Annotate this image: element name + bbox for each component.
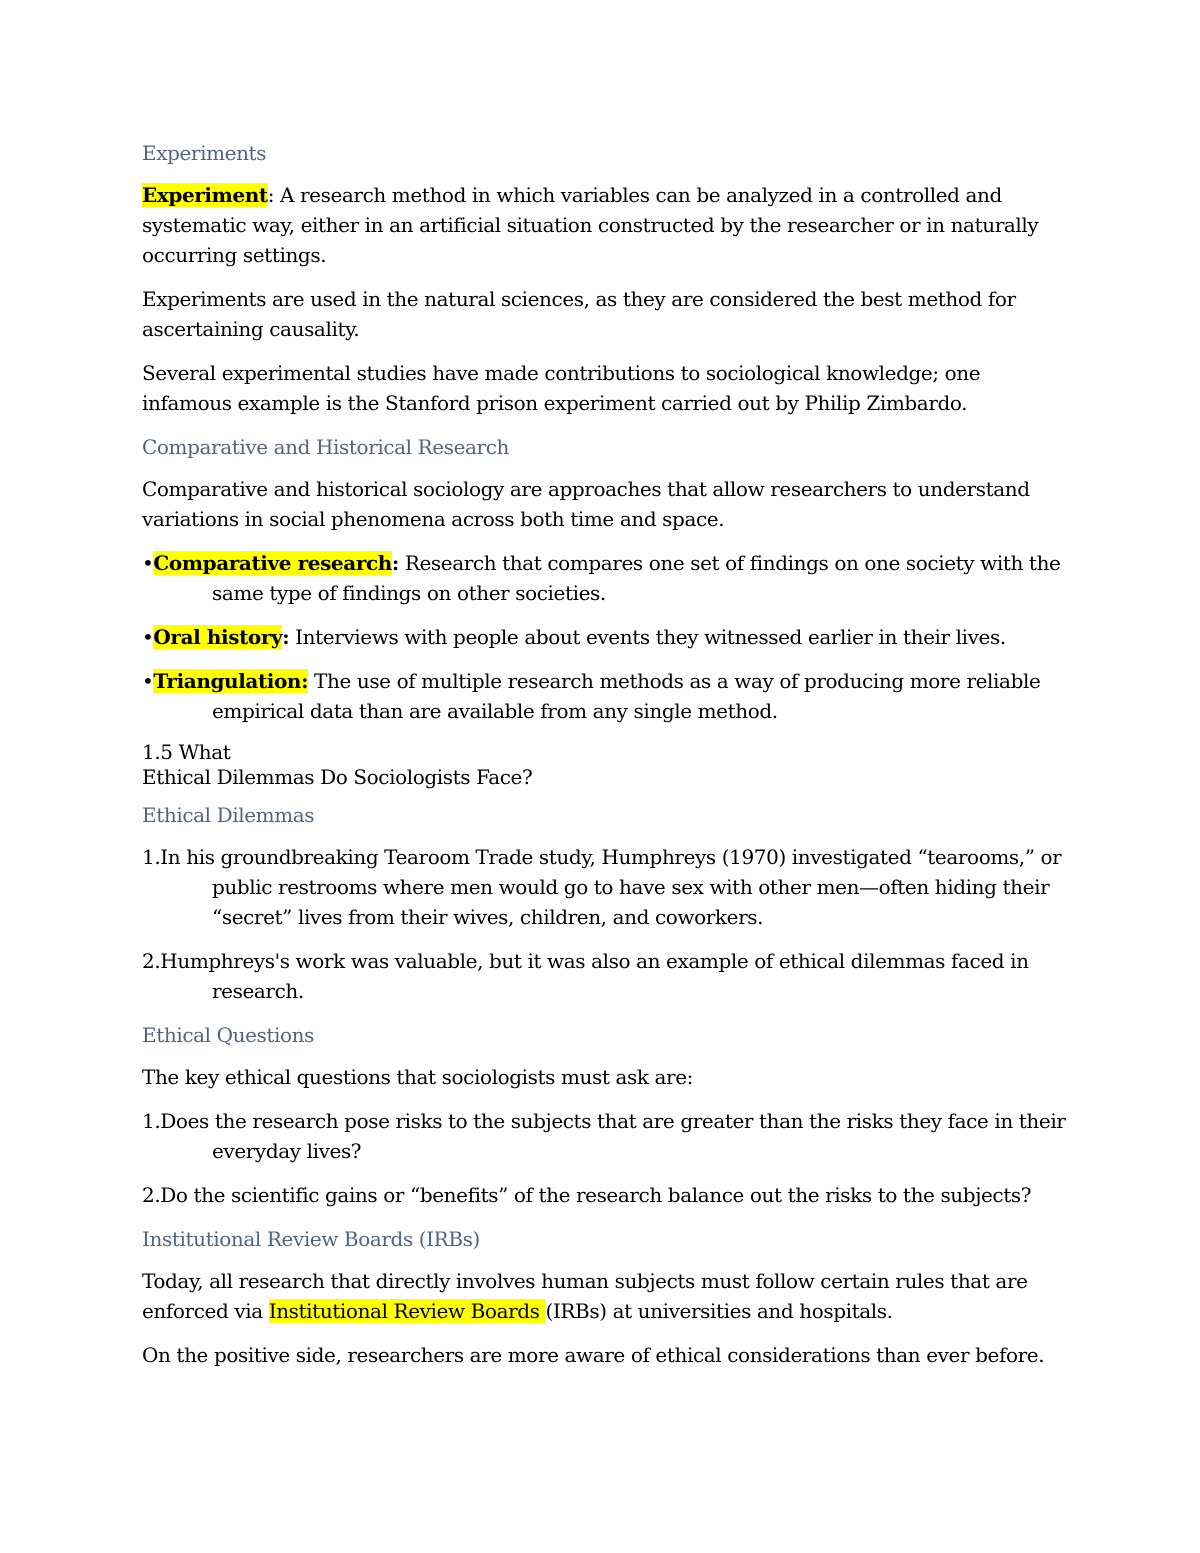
list-number: 1. <box>142 1109 161 1133</box>
term-experiment: Experiment <box>142 183 268 207</box>
document-page <box>142 138 1072 1384</box>
list-item-triangulation <box>142 666 1072 726</box>
bullet: • <box>142 625 154 649</box>
paragraph-questions-intro: The key ethical questions that sociologists must ask are: <box>142 1065 693 1089</box>
list-item-oral-history <box>142 622 1072 652</box>
list-item-question-2 <box>142 1180 1072 1210</box>
section-heading-ethical-questions: Ethical Questions <box>142 1023 314 1047</box>
highlight-irb: Institutional Review Boards <box>268 1299 546 1323</box>
list-item-question-1 <box>142 1106 1072 1166</box>
term-triangulation: Triangulation: <box>153 669 309 693</box>
irb-text-after: (IRBs) at universities and hospitals. <box>545 1299 893 1323</box>
list-item-text: Do the scientific gains or “benefits” of the research balance out the risks to the subjects? <box>160 1183 1032 1207</box>
definition-text: : A research method in which variables can be analyzed in a controlled and systematic way, either in an artificial situation constructed by the researcher or in naturally occurring settings. <box>142 183 1039 267</box>
paragraph-irb-positive: On the positive side, researchers are more aware of ethical considerations than ever before. <box>142 1343 1045 1367</box>
list-item-dilemma-1 <box>142 842 1072 932</box>
irb-text-before: Today, all research that directly involves human subjects must follow certain rules that are enforced via <box>142 1269 1028 1323</box>
section-heading-experiments: Experiments <box>142 141 267 165</box>
term-comparative-research: Comparative research <box>153 551 392 575</box>
list-item-text: Research that compares one set of findings on one society with the same type of findings on other societies. <box>212 551 1061 605</box>
paragraph-experiments-natural-sciences: Experiments are used in the natural sciences, as they are considered the best method for ascertaining causality. <box>142 287 1016 341</box>
section-heading-ethical-dilemmas: Ethical Dilemmas <box>142 803 315 827</box>
section-title-line2: Ethical Dilemmas Do Sociologists Face? <box>142 765 533 789</box>
paragraph-comparative-intro: Comparative and historical sociology are approaches that allow researchers to understand variations in social phenomena across both time and space. <box>142 477 1030 531</box>
list-number: 2. <box>142 949 161 973</box>
list-number: 2. <box>142 1183 161 1207</box>
section-title-line1: 1.5 What <box>142 740 231 764</box>
bullet: • <box>142 669 154 693</box>
list-item-text: Humphreys's work was valuable, but it was also an example of ethical dilemmas faced in research. <box>160 949 1029 1003</box>
list-item-text: Does the research pose risks to the subjects that are greater than the risks they face in their everyday lives? <box>160 1109 1066 1163</box>
section-heading-comparative: Comparative and Historical Research <box>142 435 509 459</box>
bullet: • <box>142 551 154 575</box>
list-item-dilemma-2 <box>142 946 1072 1006</box>
list-item-text: Interviews with people about events they witnessed earlier in their lives. <box>289 625 1006 649</box>
list-number: 1. <box>142 845 161 869</box>
term-colon: : <box>391 551 399 575</box>
term-oral-history: Oral history <box>153 625 283 649</box>
paragraph-irb-rules <box>142 1266 1072 1326</box>
list-item-text: In his groundbreaking Tearoom Trade study, Humphreys (1970) investigated “tearooms,” or public restrooms where men would go to have sex with other men—often hiding their “secret” lives from their wives, children, and coworkers. <box>160 845 1062 929</box>
paragraph-stanford-prison: Several experimental studies have made contributions to sociological knowledge; one infamous example is the Stanford prison experiment carried out by Philip Zimbardo. <box>142 361 981 415</box>
term-colon: : <box>282 625 290 649</box>
list-item-text: The use of multiple research methods as a way of producing more reliable empirical data than are available from any single method. <box>212 669 1041 723</box>
definition-experiment <box>142 180 1072 270</box>
section-title-1-5 <box>142 740 1072 790</box>
list-item-comparative-research <box>142 548 1072 608</box>
section-heading-irb: Institutional Review Boards (IRBs) <box>142 1227 480 1251</box>
